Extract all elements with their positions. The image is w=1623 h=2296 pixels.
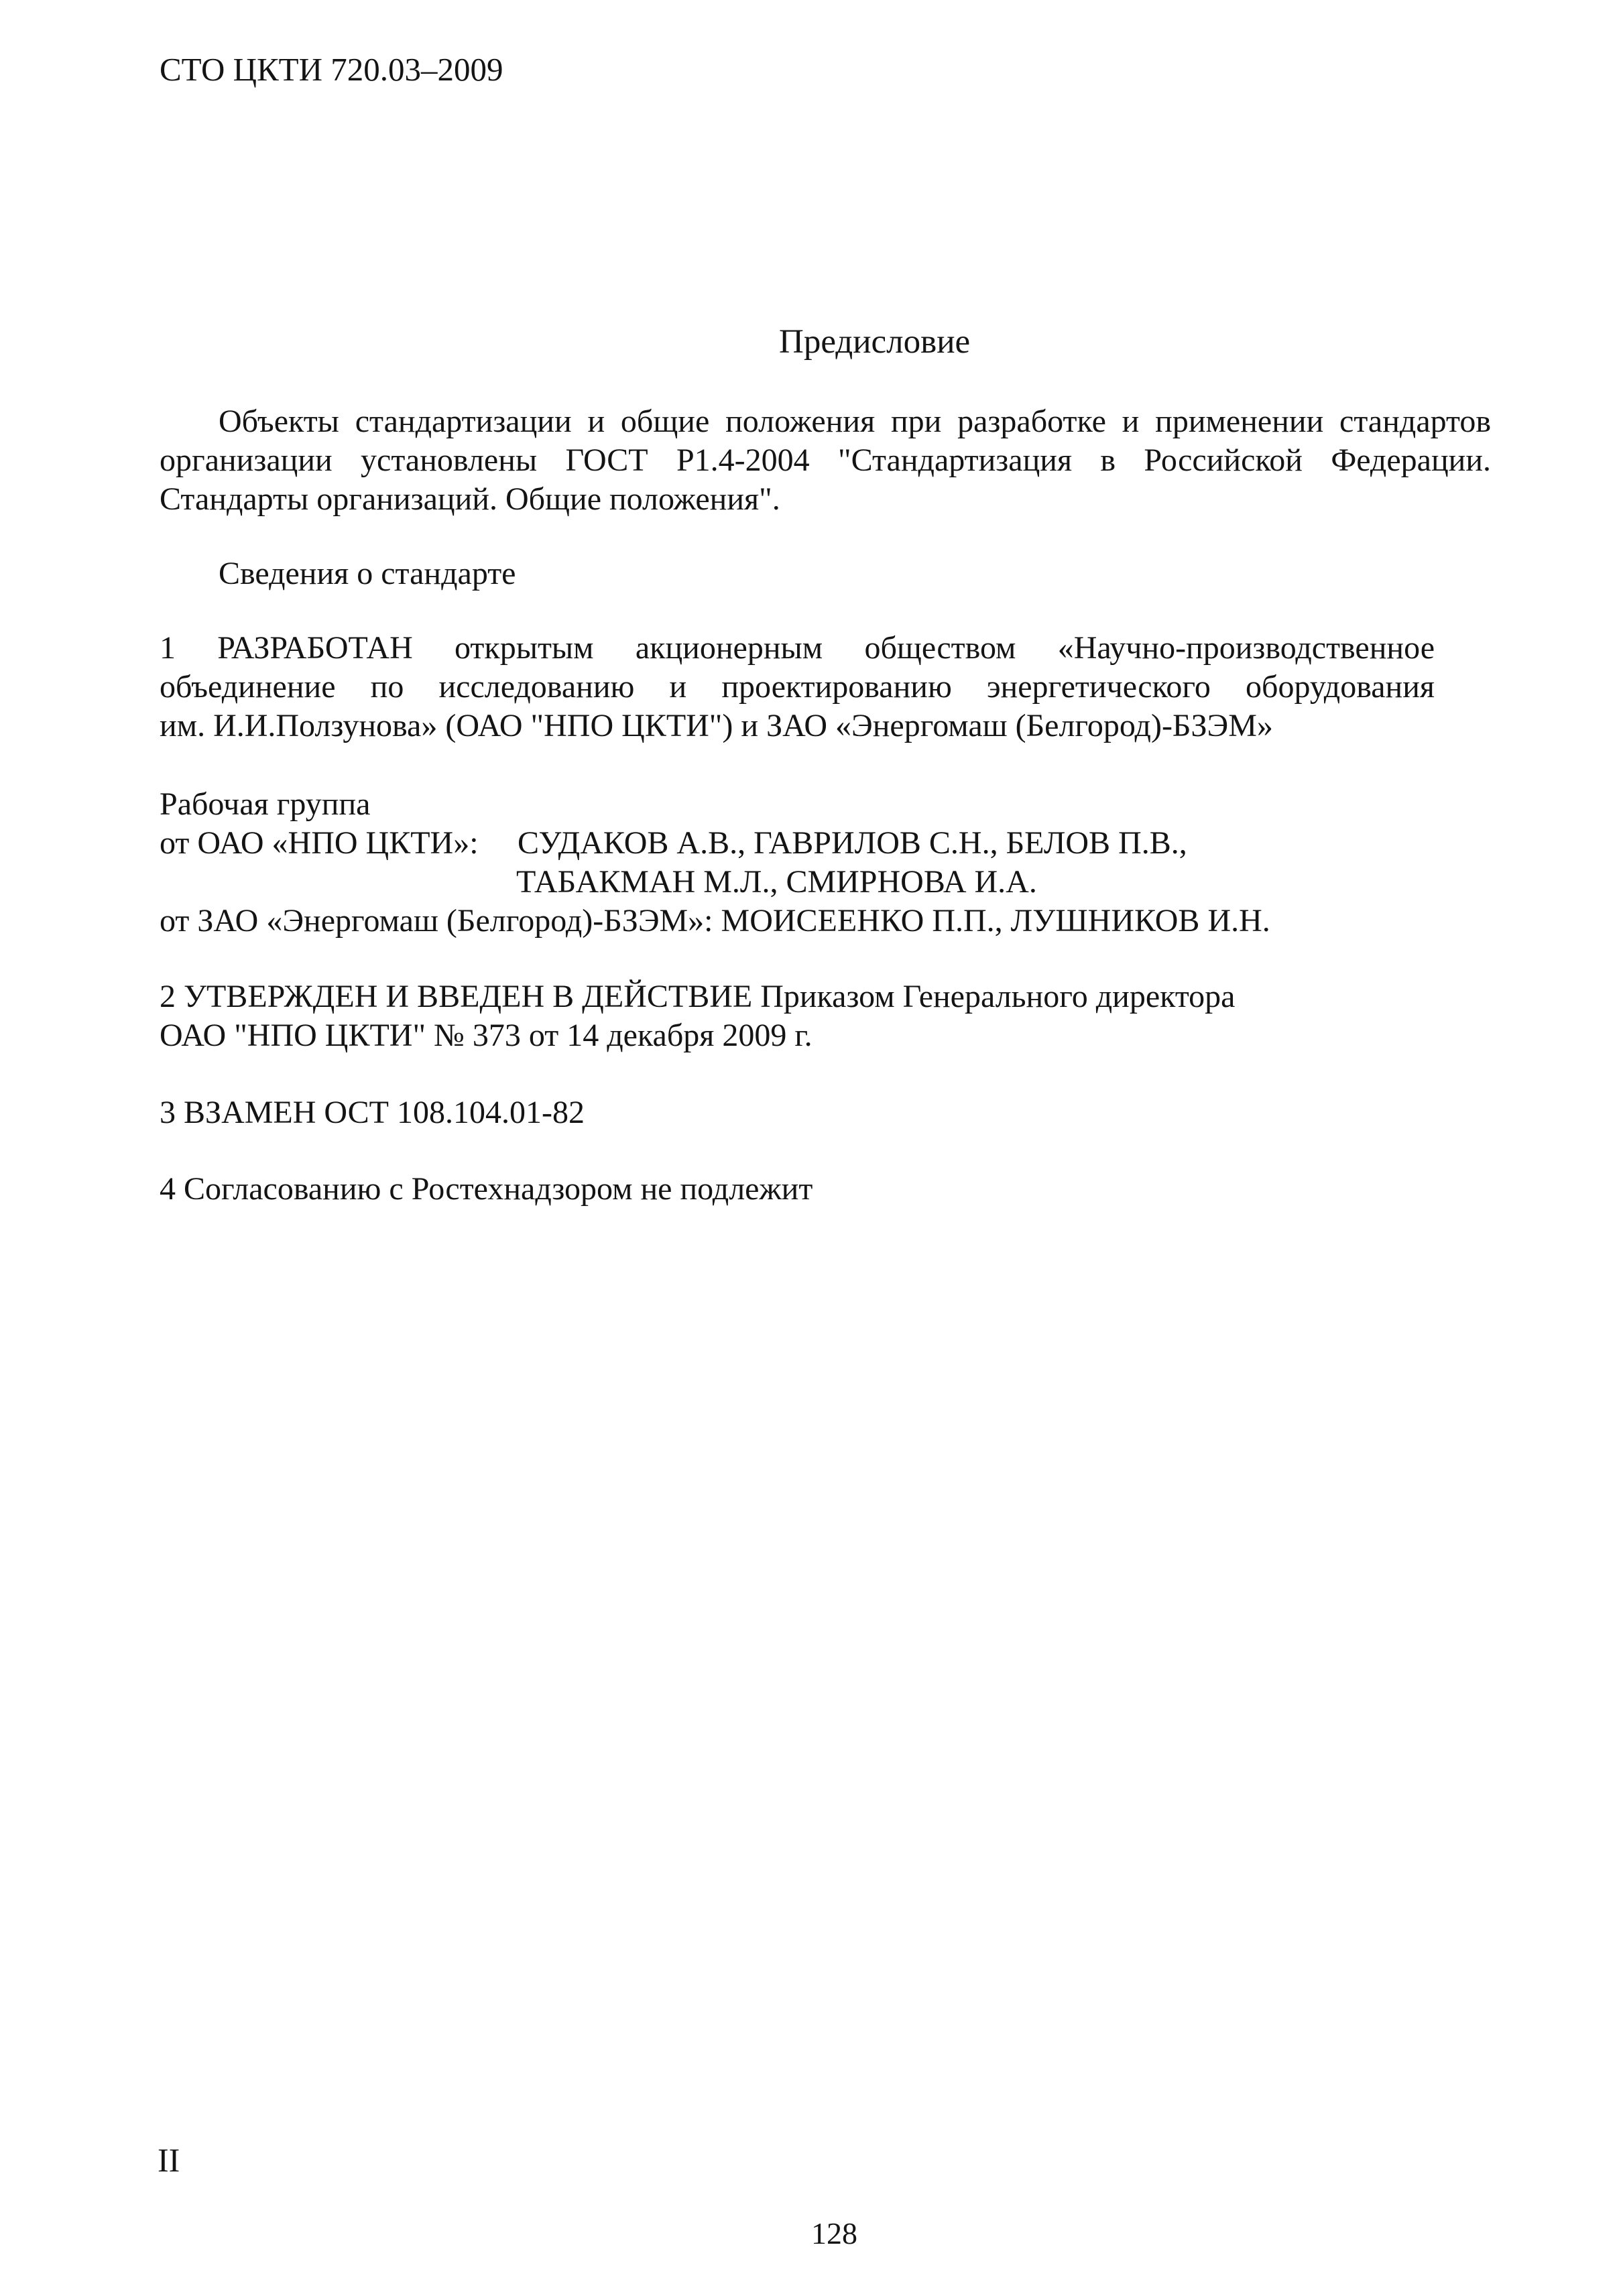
- roman-page-number: II: [158, 2141, 180, 2179]
- item-1-line: 1 РАЗРАБОТАН открытым акционерным обществом «Научно-производственное: [160, 630, 1435, 666]
- item-2-line: ОАО "НПО ЦКТИ" № 373 от 14 декабря 2009 г.: [160, 1018, 813, 1053]
- item-4-approval-note: 4 Согласованию с Ростехнадзором не подлежит: [160, 1171, 813, 1207]
- intro-line: Стандарты организаций. Общие положения".: [160, 481, 780, 517]
- item-3-replaces: 3 ВЗАМЕН ОСТ 108.104.01-82: [160, 1095, 585, 1130]
- working-group-org1-prefix: от ОАО «НПО ЦКТИ»:: [160, 825, 479, 861]
- working-group-org2: от ЗАО «Энергомаш (Белгород)-БЗЭМ»: МОИСЕЕНКО П.П., ЛУШНИКОВ И.Н.: [160, 903, 1270, 939]
- intro-line: организации установлены ГОСТ Р1.4-2004 "Стандартизация в Российской Федерации.: [160, 442, 1491, 478]
- item-2-line: 2 УТВЕРЖДЕН И ВВЕДЕН В ДЕЙСТВИЕ Приказом Генерального директора: [160, 979, 1236, 1014]
- working-group-org1-members: ТАБАКМАН М.Л., СМИРНОВА И.А.: [516, 864, 1037, 900]
- intro-line: Объекты стандартизации и общие положения при разработке и применении стандартов: [219, 404, 1491, 439]
- working-group-org1-members: СУДАКОВ А.В., ГАВРИЛОВ С.Н., БЕЛОВ П.В.,: [518, 825, 1187, 861]
- section-title: Предисловие: [779, 323, 971, 361]
- page-number: 128: [811, 2216, 857, 2250]
- working-group-label: Рабочая группа: [160, 786, 371, 822]
- document-code-header: СТО ЦКТИ 720.03–2009: [160, 51, 503, 88]
- info-heading: Сведения о стандарте: [219, 556, 516, 591]
- item-1-line: им. И.И.Ползунова» (ОАО "НПО ЦКТИ") и ЗАО «Энергомаш (Белгород)-БЗЭМ»: [160, 708, 1273, 743]
- item-1-line: объединение по исследованию и проектированию энергетического оборудования: [160, 669, 1435, 705]
